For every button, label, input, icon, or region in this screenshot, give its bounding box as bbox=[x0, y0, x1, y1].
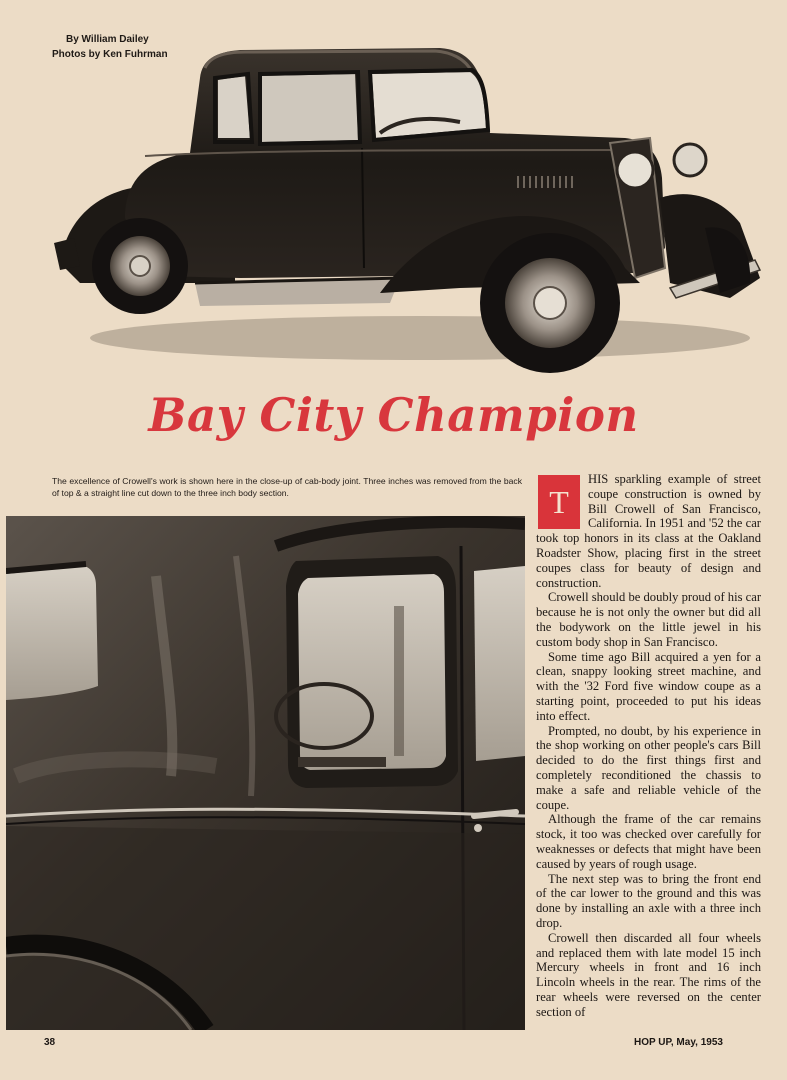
article-headline: Bay City Champion bbox=[148, 388, 639, 442]
article-paragraph: The next step was to bring the front end of the car lower to the ground and this was done by installing an axle with a three inch drop. bbox=[536, 871, 761, 930]
article-paragraph: Crowell should be doubly proud of his car because he is not only the owner but did all the bodywork on the little jewel in his custom body shop in San Francisco. bbox=[536, 590, 762, 649]
photo-credit: Photos by Ken Fuhrman bbox=[52, 49, 168, 60]
article-paragraph: Some time ago Bill acquired a yen for a clean, snappy looking street machine, and with the '32 Ford five window coupe as a starting point, proceeded to put his ideas into effect. bbox=[536, 649, 761, 723]
publication-footer: HOP UP, May, 1953 bbox=[634, 1037, 723, 1048]
article-body bbox=[536, 472, 761, 1019]
page-number: 38 bbox=[44, 1037, 56, 1048]
article-paragraph: Although the frame of the car remains stock, it too was checked over carefully for weaknesses or defects that might have been caused by years of rough usage. bbox=[536, 812, 761, 871]
author-byline: By William Dailey bbox=[66, 34, 149, 45]
photo-caption: The excellence of Crowell's work is shown here in the close-up of cab-body joint. Three inches was removed from the back of top & a straight line cut down to the three inch body section. bbox=[52, 476, 522, 498]
article-paragraph: Prompted, no doubt, by his experience in the shop working on other people's cars Bill decided to do the first things first and completely reconditioned the chassis to make a safe and reliable vehicle of the coupe. bbox=[536, 723, 761, 812]
cab-closeup-photo bbox=[6, 516, 525, 1030]
article-paragraph: T HIS sparkling example of street coupe construction is owned by Bill Crowell of San Francisco, California. In 1951 and '52 the car took top honors in its class at the Oakland Roadster Show, placing first in the street coupes class for beauty of design and construction. bbox=[536, 472, 761, 590]
drop-cap: T bbox=[538, 475, 580, 529]
article-paragraph: Crowell then discarded all four wheels and replaced them with late model 15 inch Mercury wheels in front and 16 inch Lincoln wheels in the rear. The rims of the rear wheels were reversed on the center section of bbox=[536, 930, 761, 1019]
coupe-photo bbox=[40, 38, 770, 378]
